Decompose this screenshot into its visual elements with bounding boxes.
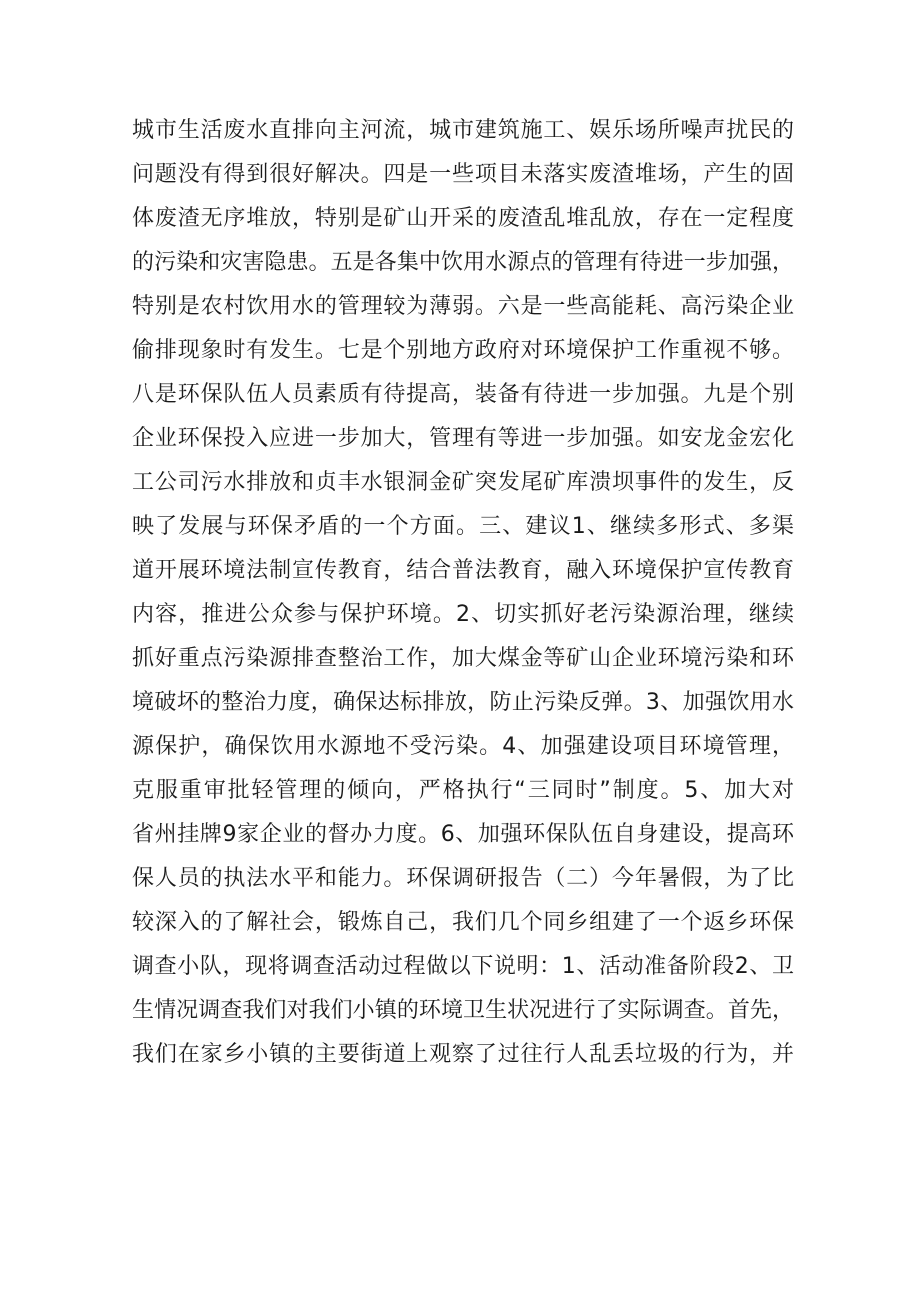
text-line: 特别是农村饮用水的管理较为薄弱。六是一些高能耗、高污染企业 bbox=[132, 294, 794, 319]
text-line: 保人员的执法水平和能力。环保调研报告（二）今年暑假，为了比 bbox=[132, 866, 794, 891]
text-line: 体废渣无序堆放，特别是矿山开采的废渣乱堆乱放，存在一定程度 bbox=[132, 206, 794, 231]
text-line: 道开展环境法制宣传教育，结合普法教育，融入环境保护宣传教育 bbox=[132, 558, 794, 583]
text-line: 我们在家乡小镇的主要街道上观察了过往行人乱丢垃圾的行为，并 bbox=[132, 1042, 794, 1067]
text-line: 的污染和灾害隐患。五是各集中饮用水源点的管理有待进一步加强， bbox=[132, 250, 794, 275]
text-line: 调查小队，现将调查活动过程做以下说明：1、活动准备阶段2、卫 bbox=[132, 954, 794, 979]
text-line: 内容，推进公众参与保护环境。2、切实抓好老污染源治理，继续 bbox=[132, 602, 794, 627]
text-line: 映了发展与环保矛盾的一个方面。三、建议1、继续多形式、多渠 bbox=[132, 514, 794, 539]
text-line: 企业环保投入应进一步加大，管理有等进一步加强。如安龙金宏化 bbox=[132, 426, 794, 451]
text-line: 八是环保队伍人员素质有待提高，装备有待进一步加强。九是个别 bbox=[132, 382, 794, 407]
text-line: 境破坏的整治力度，确保达标排放，防止污染反弹。3、加强饮用水 bbox=[132, 690, 794, 715]
text-line: 偷排现象时有发生。七是个别地方政府对环境保护工作重视不够。 bbox=[132, 338, 794, 363]
text-line: 生情况调查我们对我们小镇的环境卫生状况进行了实际调查。首先， bbox=[132, 998, 794, 1023]
text-line: 源保护，确保饮用水源地不受污染。4、加强建设项目环境管理， bbox=[132, 734, 794, 759]
text-line: 省州挂牌9家企业的督办力度。6、加强环保队伍自身建设，提高环 bbox=[132, 822, 794, 847]
text-line: 城市生活废水直排向主河流，城市建筑施工、娱乐场所噪声扰民的 bbox=[132, 118, 794, 143]
text-line: 抓好重点污染源排查整治工作，加大煤金等矿山企业环境污染和环 bbox=[132, 646, 794, 671]
text-line: 工公司污水排放和贞丰水银洞金矿突发尾矿库溃坝事件的发生，反 bbox=[132, 470, 794, 495]
text-line: 克服重审批轻管理的倾向，严格执行“三同时”制度。5、加大对 bbox=[132, 778, 794, 803]
text-line: 问题没有得到很好解决。四是一些项目未落实废渣堆场，产生的固 bbox=[132, 162, 794, 187]
text-line: 较深入的了解社会，锻炼自己，我们几个同乡组建了一个返乡环保 bbox=[132, 910, 794, 935]
